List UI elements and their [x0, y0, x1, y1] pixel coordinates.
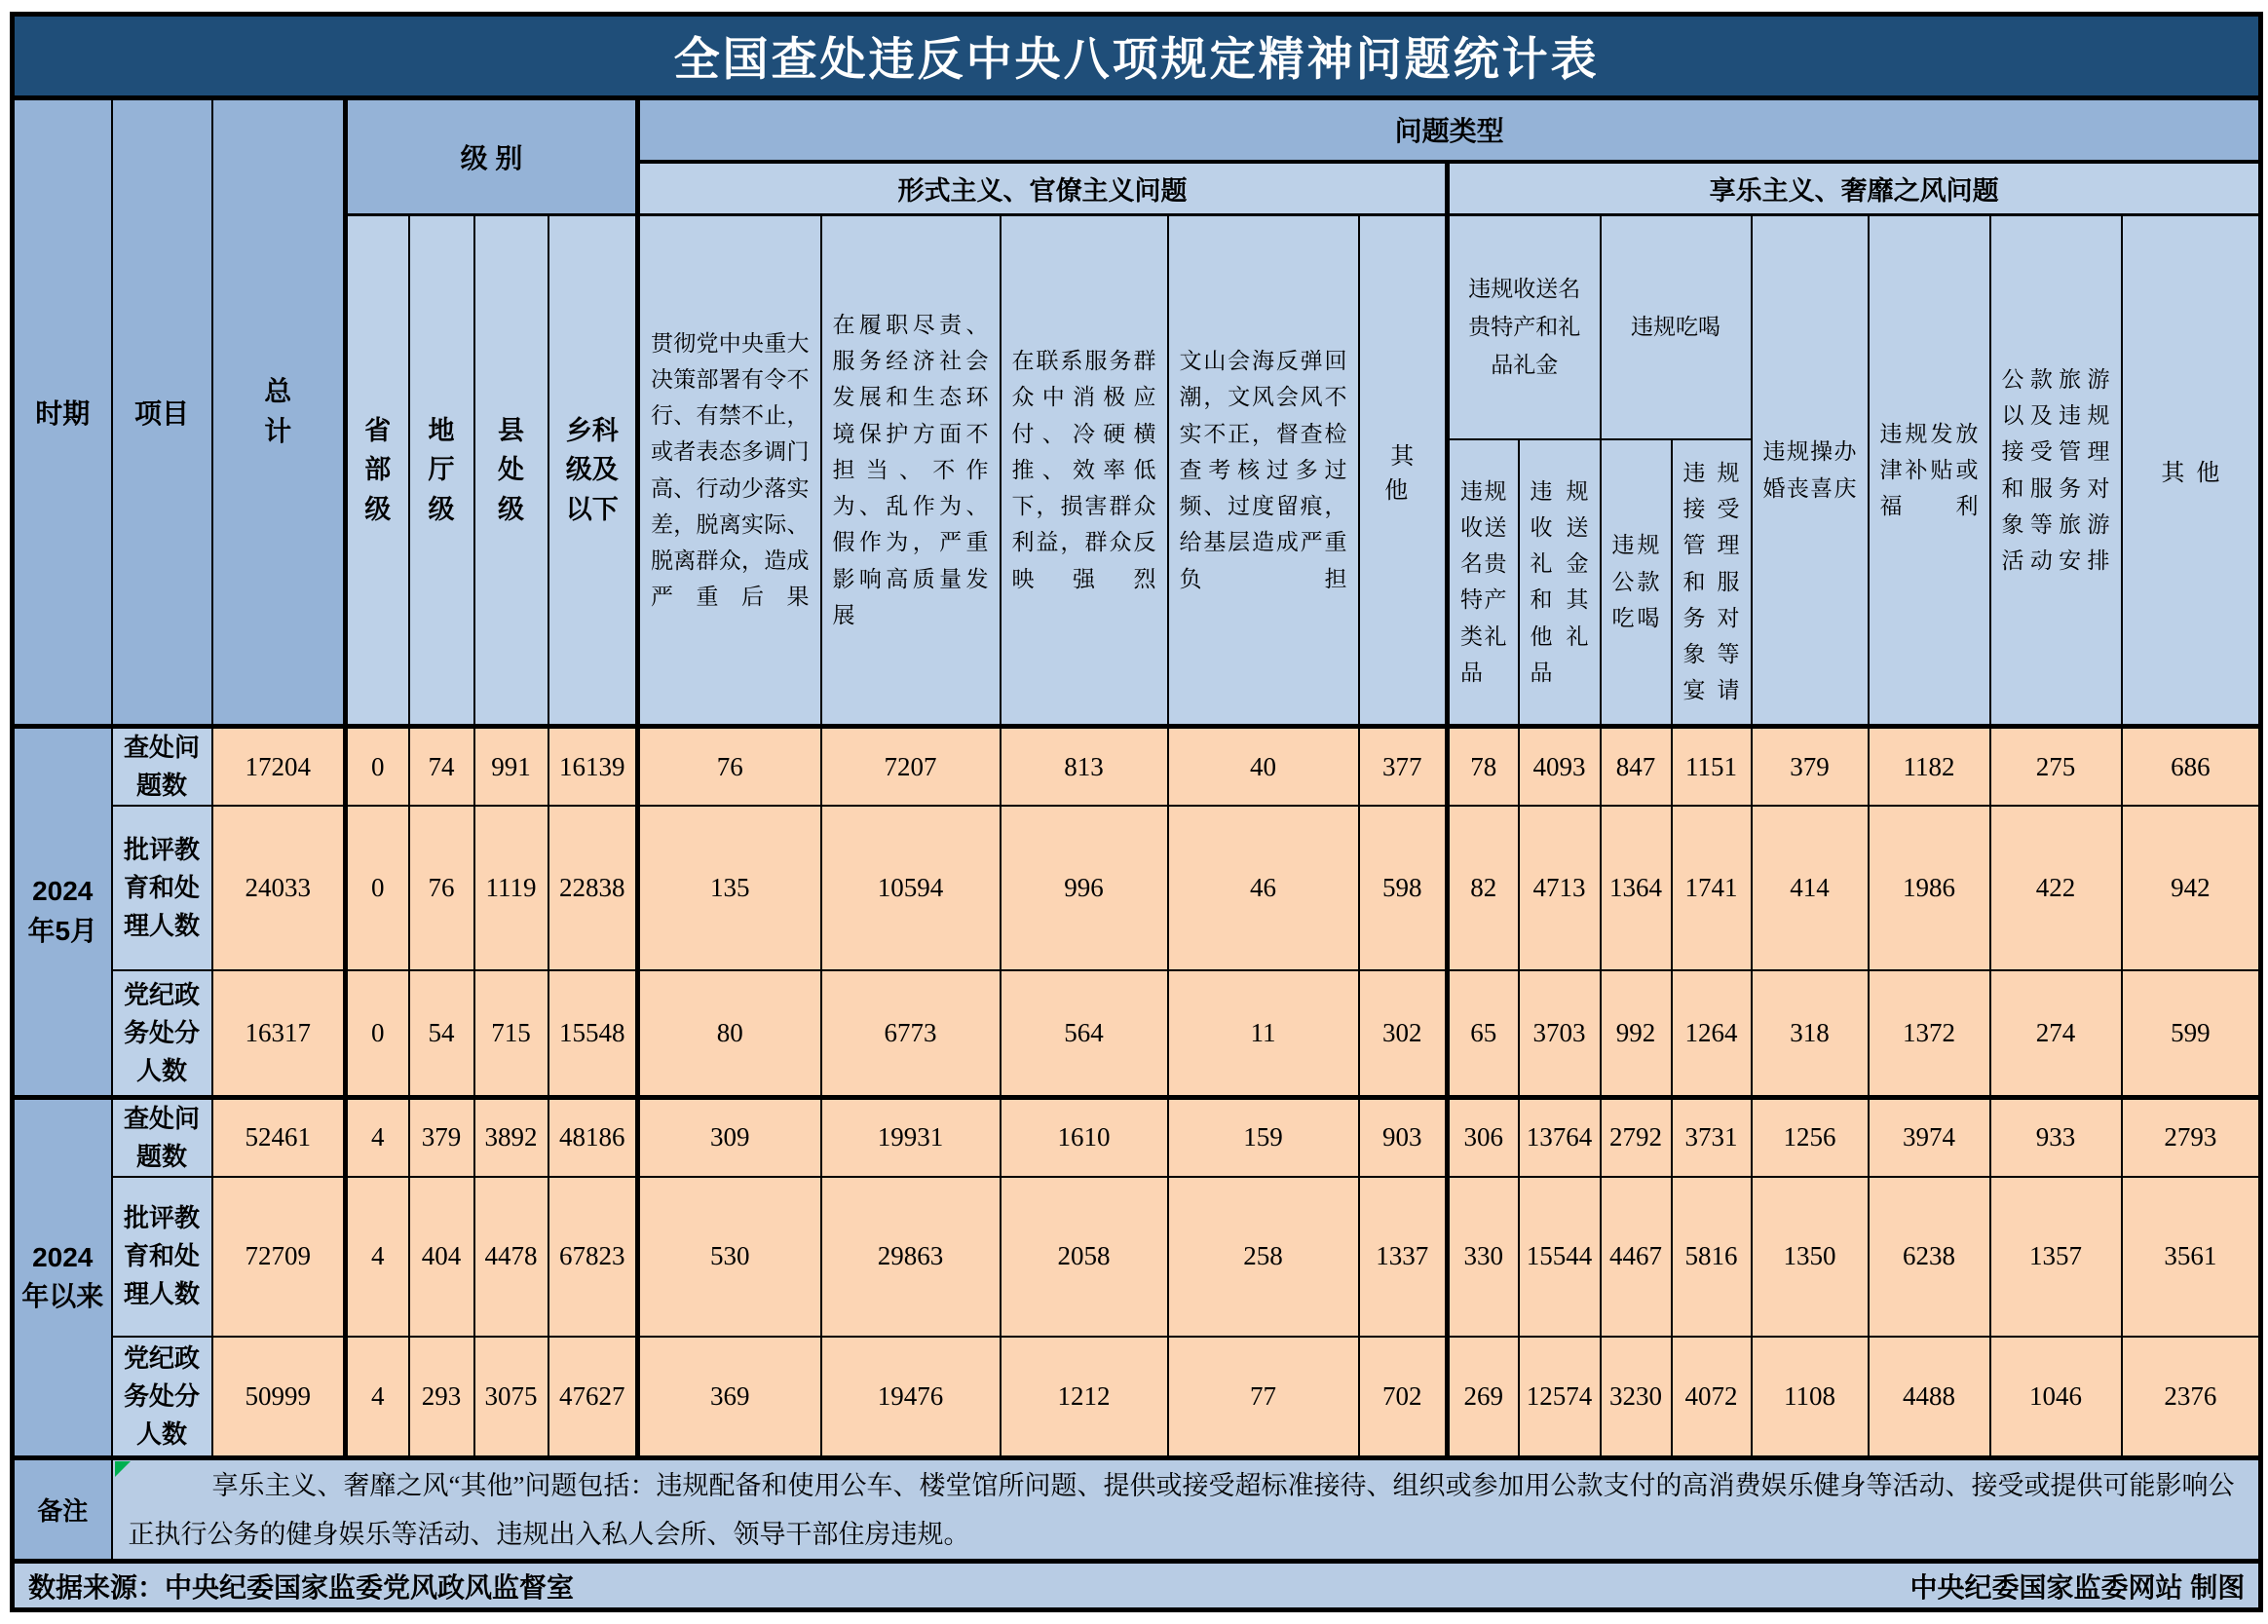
data-cell: 15544 [1519, 1177, 1601, 1337]
data-source-text: 数据来源：中央纪委国家监委党风政风监督室 [28, 1571, 575, 1603]
data-cell: 3230 [1601, 1337, 1672, 1458]
data-cell: 318 [1752, 970, 1869, 1097]
data-cell: 942 [2122, 806, 2261, 970]
note-text: 享乐主义、奢靡之风“其他”问题包括：违规配备和使用公车、楼堂馆所问题、提供或接受超标准接待、组织或参加用公款支付的高消费娱乐健身等活动、接受或提供可能影响公正执行公务的健身娱乐等活动、违规出入私人会所、领导干部住房违规。 [128, 1470, 2235, 1549]
data-cell: 1182 [1869, 727, 1990, 807]
data-cell: 19931 [821, 1097, 1001, 1177]
header-formalism-excessive-meetings: 文山会海反弹回潮，文风会风不实不正，督查检查考核过多过频、过度留痕，给基层造成严重负担 [1168, 215, 1359, 727]
data-cell: 599 [2122, 970, 2261, 1097]
header-public-funded-travel-column: 公款旅游以及违规接受管理和服务对象等旅游活动安排 [1990, 215, 2122, 727]
header-level-township: 乡科级及以下 [548, 215, 638, 727]
header-formalism-serving-masses: 在联系服务群众中消极应付、冷硬横推、效率低下，损害群众利益，群众反映强烈 [1001, 215, 1168, 727]
note-cell [112, 1458, 2261, 1562]
data-cell: 1372 [1869, 970, 1990, 1097]
header-hedonism-other: 其他 [2122, 215, 2261, 727]
data-cell: 1357 [1990, 1177, 2122, 1337]
data-cell: 67823 [548, 1177, 638, 1337]
data-cell: 7207 [821, 727, 1001, 807]
data-cell: 306 [1448, 1097, 1519, 1177]
row-label: 查处问题数 [112, 1097, 212, 1177]
data-cell: 1212 [1001, 1337, 1168, 1458]
data-cell: 65 [1448, 970, 1519, 1097]
header-level-provincial: 省部级 [346, 215, 409, 727]
header-hedonism-extravagance-group: 享乐主义、奢靡之风问题 [1448, 162, 2261, 215]
data-cell: 422 [1990, 806, 2122, 970]
credit-text: 中央纪委国家监委网站 制图 [1909, 1571, 2246, 1603]
data-cell: 379 [1752, 727, 1869, 807]
data-cell: 992 [1601, 970, 1672, 1097]
data-cell: 1046 [1990, 1337, 2122, 1458]
header-gift-cash-column: 违规收送礼金和其他礼品 [1519, 439, 1601, 727]
data-cell: 4467 [1601, 1177, 1672, 1337]
header-dining-banquet-column: 违规接受管理和服务对象等宴请 [1672, 439, 1752, 727]
footer-bar [13, 1562, 2261, 1610]
data-cell: 54 [409, 970, 474, 1097]
data-cell: 3974 [1869, 1097, 1990, 1177]
data-cell: 1610 [1001, 1097, 1168, 1177]
data-cell: 77 [1168, 1337, 1359, 1458]
data-cell: 16139 [548, 727, 638, 807]
header-allowance-welfare-column: 违规发放津补贴或福利 [1869, 215, 1990, 727]
data-cell: 1741 [1672, 806, 1752, 970]
data-cell: 1350 [1752, 1177, 1869, 1337]
data-cell: 414 [1752, 806, 1869, 970]
row-label: 批评教育和处理人数 [112, 1177, 212, 1337]
data-cell: 76 [638, 727, 821, 807]
data-cell: 0 [346, 970, 409, 1097]
header-level-prefecture: 地厅级 [409, 215, 474, 727]
data-cell: 1256 [1752, 1097, 1869, 1177]
data-cell: 702 [1359, 1337, 1448, 1458]
data-cell: 13764 [1519, 1097, 1601, 1177]
header-gift-group: 违规收送名贵特产和礼品礼金 [1448, 215, 1601, 439]
data-cell: 48186 [548, 1097, 638, 1177]
header-formalism-duty-performance: 在履职尽责、服务经济社会发展和生态环境保护方面不担当、不作为、乱作为、假作为，严重影响高质量发展 [821, 215, 1001, 727]
data-cell: 1119 [474, 806, 548, 970]
data-cell: 82 [1448, 806, 1519, 970]
data-cell: 3731 [1672, 1097, 1752, 1177]
data-cell: 12574 [1519, 1337, 1601, 1458]
data-cell: 293 [409, 1337, 474, 1458]
data-cell: 80 [638, 970, 821, 1097]
data-cell: 302 [1359, 970, 1448, 1097]
header-problem-type-group: 问题类型 [638, 98, 2261, 162]
data-cell: 4478 [474, 1177, 548, 1337]
data-cell: 0 [346, 727, 409, 807]
data-cell: 78 [1448, 727, 1519, 807]
data-cell: 1264 [1672, 970, 1752, 1097]
data-cell: 11 [1168, 970, 1359, 1097]
data-cell: 4 [346, 1337, 409, 1458]
data-cell: 933 [1990, 1097, 2122, 1177]
header-formalism-other: 其他 [1359, 215, 1448, 727]
row-label: 党纪政务处分人数 [112, 1337, 212, 1458]
statistics-table [10, 12, 2263, 1612]
data-cell: 530 [638, 1177, 821, 1337]
data-cell: 903 [1359, 1097, 1448, 1177]
data-cell: 4488 [1869, 1337, 1990, 1458]
data-cell: 369 [638, 1337, 821, 1458]
data-cell: 2376 [2122, 1337, 2261, 1458]
data-cell: 996 [1001, 806, 1168, 970]
data-cell: 74 [409, 727, 474, 807]
data-cell: 598 [1359, 806, 1448, 970]
data-cell: 159 [1168, 1097, 1359, 1177]
data-cell: 3892 [474, 1097, 548, 1177]
header-period-column: 时期 [13, 98, 112, 727]
header-level-group: 级 别 [346, 98, 638, 215]
data-cell: 3561 [2122, 1177, 2261, 1337]
data-cell: 4713 [1519, 806, 1601, 970]
row-label: 批评教育和处理人数 [112, 806, 212, 970]
data-cell: 19476 [821, 1337, 1001, 1458]
data-cell: 47627 [548, 1337, 638, 1458]
data-cell: 52461 [212, 1097, 346, 1177]
data-cell: 10594 [821, 806, 1001, 970]
data-cell: 135 [638, 806, 821, 970]
data-cell: 564 [1001, 970, 1168, 1097]
data-cell: 275 [1990, 727, 2122, 807]
header-gift-specialty-column: 违规收送名贵特产类礼品 [1448, 439, 1519, 727]
excel-green-flag-icon [115, 1461, 131, 1477]
data-cell: 1108 [1752, 1337, 1869, 1458]
data-cell: 1364 [1601, 806, 1672, 970]
header-formalism-policy-implementation: 贯彻党中央重大决策部署有令不行、有禁不止，或者表态多调门高、行动少落实差，脱离实际、脱离群众，造成严重后果 [638, 215, 821, 727]
data-cell: 1151 [1672, 727, 1752, 807]
data-cell: 258 [1168, 1177, 1359, 1337]
data-cell: 46 [1168, 806, 1359, 970]
data-cell: 3703 [1519, 970, 1601, 1097]
data-cell: 24033 [212, 806, 346, 970]
data-cell: 377 [1359, 727, 1448, 807]
data-cell: 2058 [1001, 1177, 1168, 1337]
header-formalism-bureaucracy-group: 形式主义、官僚主义问题 [638, 162, 1448, 215]
header-item-column: 项目 [112, 98, 212, 727]
data-cell: 29863 [821, 1177, 1001, 1337]
data-cell: 274 [1990, 970, 2122, 1097]
data-cell: 1337 [1359, 1177, 1448, 1337]
data-cell: 379 [409, 1097, 474, 1177]
data-cell: 991 [474, 727, 548, 807]
header-dining-group: 违规吃喝 [1601, 215, 1752, 439]
header-dining-public-funds-column: 违规公款吃喝 [1601, 439, 1672, 727]
header-level-county: 县处级 [474, 215, 548, 727]
data-cell: 22838 [548, 806, 638, 970]
note-label: 备注 [13, 1458, 112, 1562]
data-cell: 15548 [548, 970, 638, 1097]
data-cell: 404 [409, 1177, 474, 1337]
data-cell: 2792 [1601, 1097, 1672, 1177]
data-cell: 2793 [2122, 1097, 2261, 1177]
header-wedding-funeral-column: 违规操办婚丧喜庆 [1752, 215, 1869, 727]
row-label: 党纪政务处分人数 [112, 970, 212, 1097]
data-cell: 4 [346, 1177, 409, 1337]
data-cell: 309 [638, 1097, 821, 1177]
data-cell: 813 [1001, 727, 1168, 807]
data-cell: 16317 [212, 970, 346, 1097]
data-cell: 17204 [212, 727, 346, 807]
period-label: 2024年以来 [13, 1097, 112, 1458]
data-cell: 4 [346, 1097, 409, 1177]
row-label: 查处问题数 [112, 727, 212, 807]
data-cell: 715 [474, 970, 548, 1097]
data-cell: 269 [1448, 1337, 1519, 1458]
data-cell: 4072 [1672, 1337, 1752, 1458]
data-cell: 686 [2122, 727, 2261, 807]
period-label: 2024年5月 [13, 727, 112, 1098]
data-cell: 76 [409, 806, 474, 970]
data-cell: 0 [346, 806, 409, 970]
data-cell: 3075 [474, 1337, 548, 1458]
data-cell: 6773 [821, 970, 1001, 1097]
page [10, 12, 2258, 1612]
data-cell: 6238 [1869, 1177, 1990, 1337]
data-cell: 5816 [1672, 1177, 1752, 1337]
data-cell: 1986 [1869, 806, 1990, 970]
header-total-column: 总计 [212, 98, 346, 727]
data-cell: 330 [1448, 1177, 1519, 1337]
data-cell: 4093 [1519, 727, 1601, 807]
data-cell: 847 [1601, 727, 1672, 807]
data-cell: 50999 [212, 1337, 346, 1458]
data-cell: 72709 [212, 1177, 346, 1337]
page-title: 全国查处违反中央八项规定精神问题统计表 [13, 15, 2261, 98]
data-cell: 40 [1168, 727, 1359, 807]
